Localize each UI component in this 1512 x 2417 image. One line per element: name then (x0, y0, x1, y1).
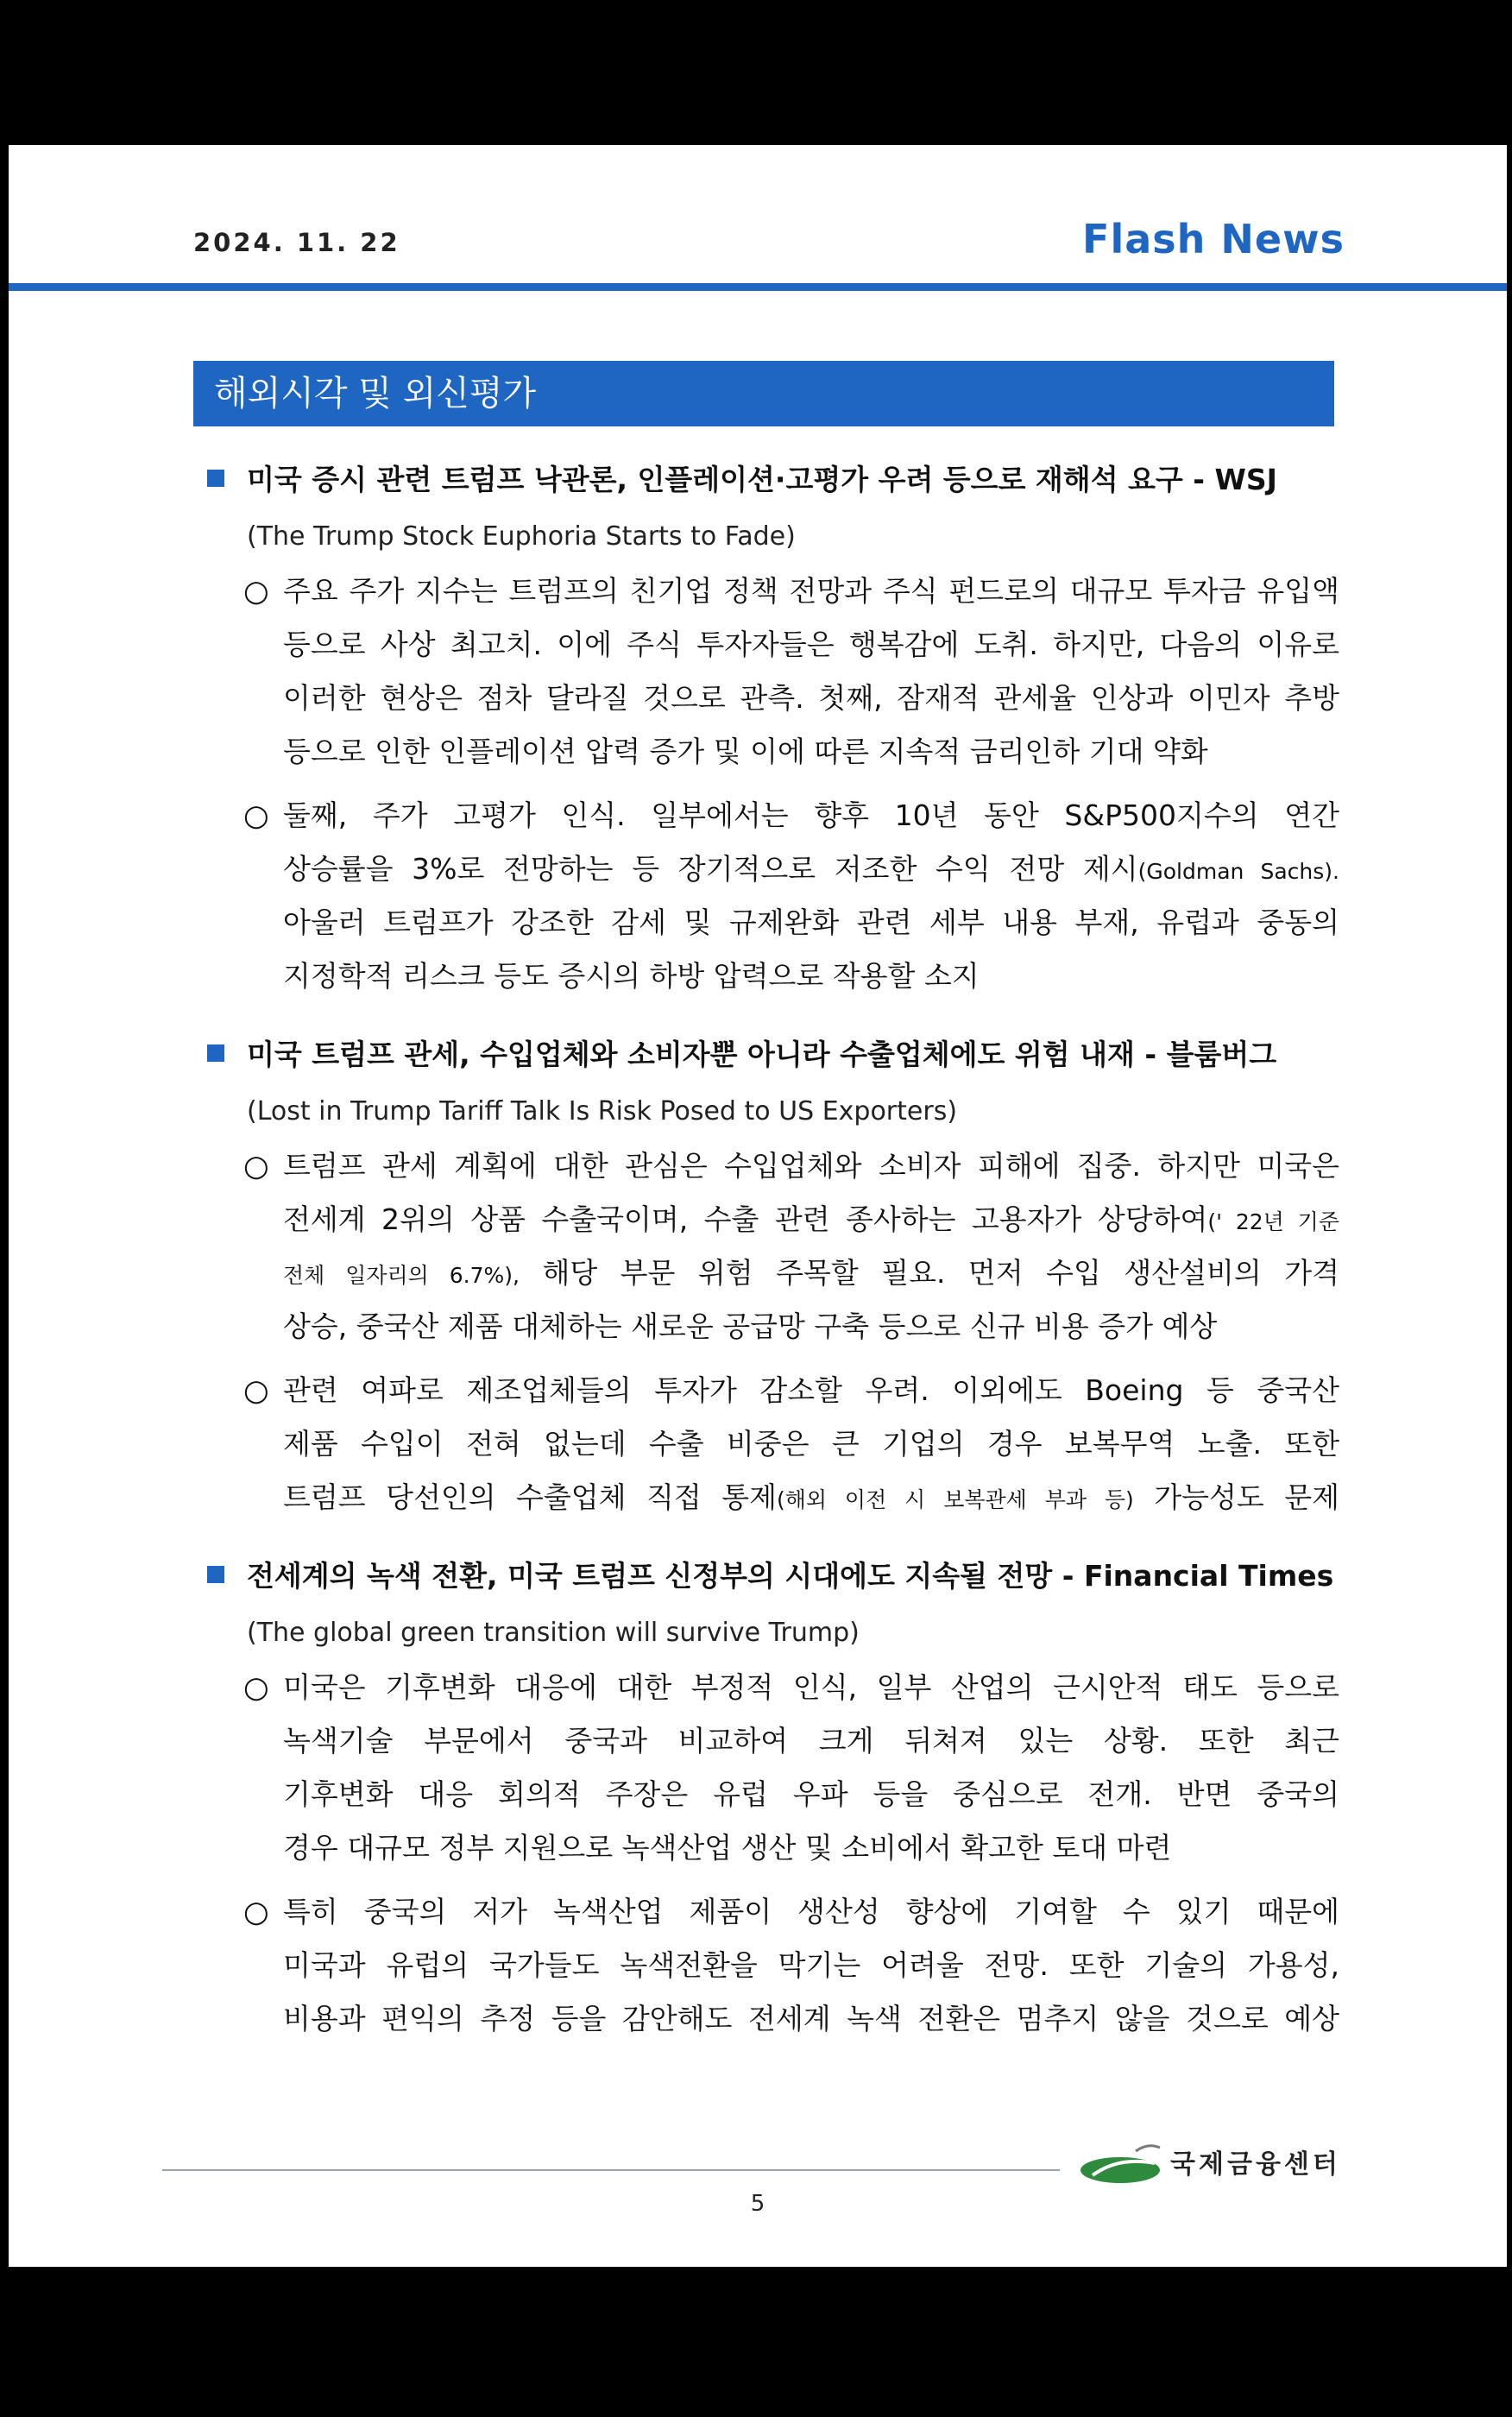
paragraph-line: 관련 여파로 제조업체들의 투자가 감소할 우려. 이외에도 Boeing 등 중국산 (283, 1373, 1339, 1407)
circle-bullet-icon: ○ (243, 1149, 269, 1183)
article-paragraph (243, 789, 1339, 1003)
paragraph-line: 경우 대규모 정부 지원으로 녹색산업 생산 및 소비에서 확고한 토대 마련 (283, 1831, 1172, 1865)
article-subtitle: (The global green transition will survive Trump) (247, 1618, 860, 1648)
circle-bullet-icon: ○ (243, 1373, 269, 1408)
paragraph-line: 둘째, 주가 고평가 인식. 일부에서는 향후 10년 동안 S&P500지수의 연간 (283, 798, 1339, 832)
article-headline: 미국 증시 관련 트럼프 낙관론, 인플레이션·고평가 우려 등으로 재해석 요구 - WSJ (207, 459, 1346, 501)
square-bullet-icon (207, 470, 224, 487)
logo-text: 국제금융센터 (1170, 2149, 1341, 2180)
article-paragraph (243, 1885, 1339, 2046)
paragraph-line: 녹색기술 부문에서 중국과 비교하여 크게 뒤쳐져 있는 상황. 또한 최근 (283, 1724, 1339, 1758)
paragraph-line: 주요 주가 지수는 트럼프의 친기업 정책 전망과 주식 펀드로의 대규모 투자금 유입액 (283, 574, 1339, 608)
paragraph-line: 기후변화 대응 회의적 주장은 유럽 우파 등을 중심으로 전개. 반면 중국의 (283, 1777, 1339, 1811)
article-headline: 미국 트럼프 관세, 수입업체와 소비자뿐 아니라 수출업체에도 위험 내재 - 블룸버그 (207, 1034, 1346, 1076)
report-brand: Flash News (1082, 216, 1345, 262)
footer-divider (162, 2169, 1060, 2171)
paragraph-line: 전체 일자리의 6.7%), 해당 부문 위험 주목할 필요. 먼저 수입 생산설비의 가격 (283, 1256, 1339, 1290)
section-title: 해외시각 및 외신평가 (193, 361, 1334, 426)
paragraph-line: 등으로 사상 최고치. 이에 주식 투자자들은 행복감에 도취. 하지만, 다음의 이유로 (283, 628, 1339, 661)
circle-bullet-icon: ○ (243, 574, 269, 609)
source-note: 전체 일자리의 6.7%), (283, 1263, 520, 1288)
paragraph-line: 미국은 기후변화 대응에 대한 부정적 인식, 일부 산업의 근시안적 태도 등으로 (283, 1670, 1339, 1704)
paragraph-line: 트럼프 관세 계획에 대한 관심은 수입업체와 소비자 피해에 집중. 하지만 미국은 (283, 1149, 1339, 1183)
page-number: 5 (750, 2191, 765, 2217)
paragraph-line: 등으로 인한 인플레이션 압력 증가 및 이에 따른 지속적 금리인하 기대 약화 (283, 735, 1208, 768)
source-note: (' 22년 기준 (1207, 1209, 1339, 1234)
article-paragraph (243, 1139, 1339, 1354)
paragraph-line: 상승, 중국산 제품 대체하는 새로운 공급망 구축 등으로 신규 비용 증가 예상 (283, 1309, 1218, 1343)
article-subtitle: (The Trump Stock Euphoria Starts to Fade) (247, 521, 796, 552)
paragraph-line: 전세계 2위의 상품 수출국이며, 수출 관련 종사하는 고용자가 상당하여(' 22년 기준 (283, 1202, 1339, 1236)
paragraph-line: 비용과 편익의 추정 등을 감안해도 전세계 녹색 전환은 멈추지 않을 것으로 예상 (283, 2002, 1339, 2035)
paragraph-line: 특히 중국의 저가 녹색산업 제품이 생산성 향상에 기여할 수 있기 때문에 (283, 1895, 1339, 1928)
circle-bullet-icon: ○ (243, 798, 269, 833)
paragraph-line: 지정학적 리스크 등도 증시의 하방 압력으로 작용할 소지 (283, 959, 980, 993)
paragraph-line: 이러한 현상은 점차 달라질 것으로 관측. 첫째, 잠재적 관세율 인상과 이민자 추방 (283, 681, 1339, 715)
header-divider (9, 283, 1507, 291)
article-subtitle: (Lost in Trump Tariff Talk Is Risk Posed to US Exporters) (247, 1096, 958, 1126)
paragraph-line: 제품 수입이 전혀 없는데 수출 비중은 큰 기업의 경우 보복무역 노출. 또한 (283, 1427, 1339, 1461)
paragraph-line: 미국과 유럽의 국가들도 녹색전환을 막기는 어려울 전망. 또한 기술의 가용성, (283, 1948, 1339, 1982)
document-page (9, 145, 1507, 2267)
source-note: (해외 이전 시 보복관세 부과 등) (776, 1487, 1134, 1512)
report-date: 2024. 11. 22 (193, 228, 400, 257)
paragraph-line: 상승률을 3%로 전망하는 등 장기적으로 저조한 수익 전망 제시(Goldman Sachs). (283, 852, 1339, 886)
article-headline: 전세계의 녹색 전환, 미국 트럼프 신정부의 시대에도 지속될 전망 - Financial Times (207, 1556, 1346, 1597)
article-paragraph (243, 565, 1339, 779)
source-note: (Goldman Sachs). (1137, 859, 1339, 884)
circle-bullet-icon: ○ (243, 1670, 269, 1705)
circle-bullet-icon: ○ (243, 1895, 269, 1929)
paragraph-line: 트럼프 당선인의 수출업체 직접 통제(해외 이전 시 보복관세 부과 등) 가능성도 문제 (283, 1480, 1339, 1514)
square-bullet-icon (207, 1566, 224, 1583)
article-paragraph (243, 1661, 1339, 1875)
article-paragraph (243, 1364, 1339, 1524)
paragraph-line: 아울러 트럼프가 강조한 감세 및 규제완화 관련 세부 내용 부재, 유럽과 중동의 (283, 906, 1339, 939)
square-bullet-icon (207, 1044, 224, 1062)
